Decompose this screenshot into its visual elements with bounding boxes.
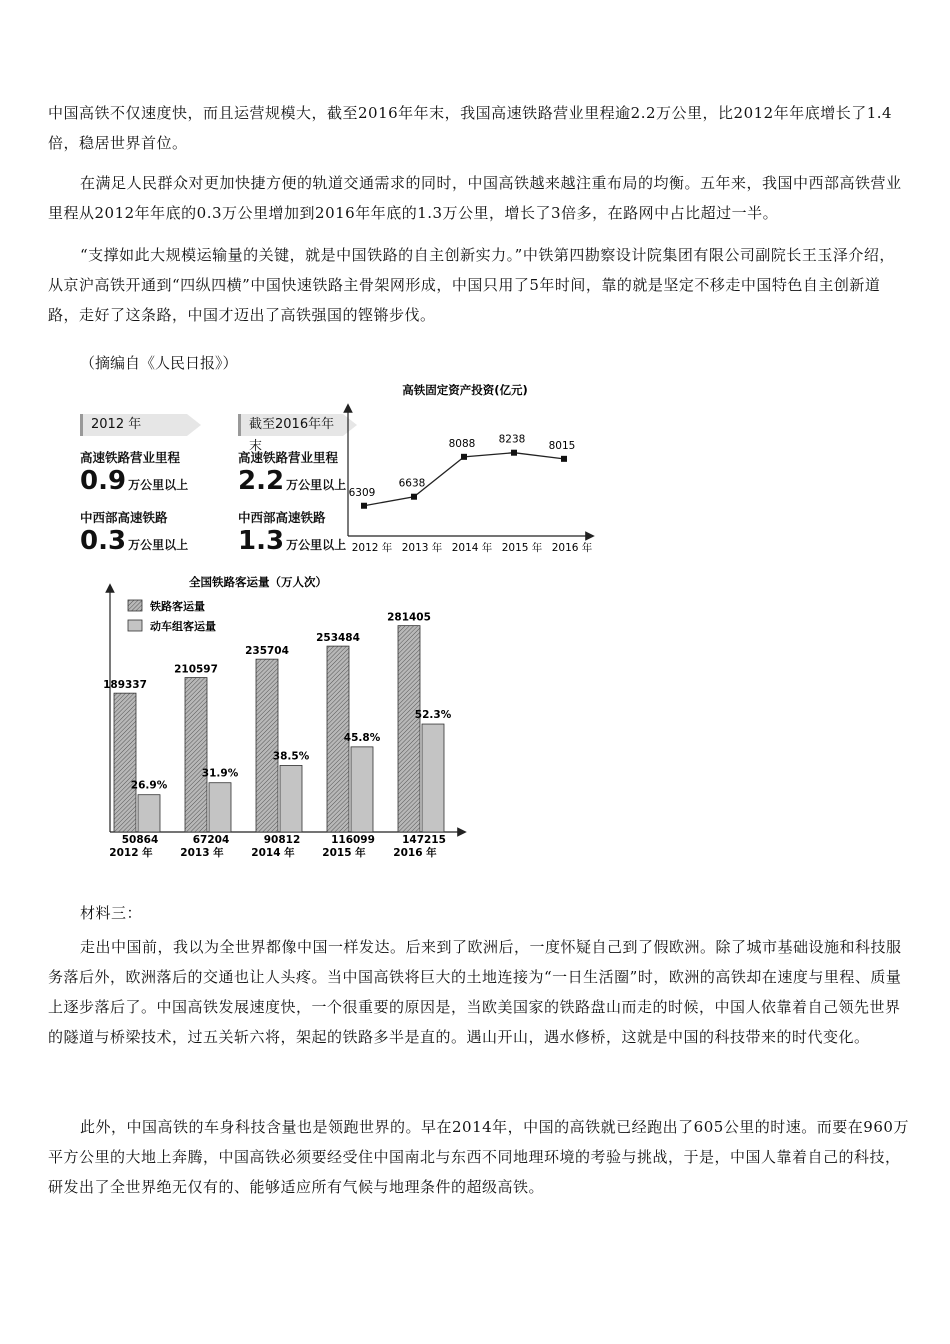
stats-left-tag: 2012 年 xyxy=(80,414,187,436)
line-tick-label: 2015 年 xyxy=(501,542,543,554)
stats-right-tag: 截至2016年年末 xyxy=(238,414,343,436)
line-tick-label: 2012 年 xyxy=(351,542,393,554)
paragraph-2: 在满足人民群众对更加快捷方便的轨道交通需求的同时，中国高铁越来越注重布局的均衡。五年来，我国中西部高铁营业里程从2012年年底的0.3万公里增加到2016年年底的1.3万公里，增长了3倍多，在路网中占比超过一半。 xyxy=(48,174,902,222)
line-point xyxy=(511,450,517,456)
legend-label-railway: 铁路客运量 xyxy=(150,600,205,613)
bar-value-railway: 210597 xyxy=(174,663,218,676)
legend-swatch-emu xyxy=(128,620,142,631)
stats-right-label2: 中西部高速铁路 xyxy=(238,510,326,525)
stats-right-value2: 1.3 万公里以上 xyxy=(238,526,347,556)
bar-tick-label: 2014 年 xyxy=(251,847,295,859)
paragraph-3: “支撑如此大规模运输量的关键，就是中国铁路的自主创新实力。”中铁第四勘察设计院集团有限公司副院长王玉泽介绍，从京沪高铁开通到“四纵四横”中国快速铁路主骨架网形成，中国只用了5年时间，靠的就是坚定不移走中国特色自主创新道路，走好了这条路，中国才迈出了高铁强国的铿锵步伐。 xyxy=(48,246,895,324)
paragraph-1: 中国高铁不仅速度快，而且运营规模大，截至2016年年末，我国高速铁路营业里程逾2.2万公里，比2012年年底增长了1.4倍，稳居世界首位。 xyxy=(48,104,893,152)
line-chart-title: 高铁固定资产投资(亿元) xyxy=(402,383,528,397)
bar-railway xyxy=(256,659,278,832)
line-point xyxy=(561,456,567,462)
line-data-label: 8238 xyxy=(498,433,526,446)
bar-tick-label: 2015 年 xyxy=(322,847,366,859)
source-citation: （摘编自《人民日报》） xyxy=(80,354,238,372)
bar-percent-label: 38.5% xyxy=(272,750,310,763)
line-data-label: 8015 xyxy=(548,439,576,452)
bar-value-railway: 235704 xyxy=(245,645,289,658)
line-tick-label: 2014 年 xyxy=(451,542,493,554)
bar-tick-label: 2016 年 xyxy=(393,847,437,859)
bar-railway xyxy=(114,693,136,832)
stats-right-value1: 2.2 万公里以上 xyxy=(238,466,347,496)
line-data-label: 6309 xyxy=(348,486,376,499)
line-data-label: 8088 xyxy=(448,437,476,450)
bar-chart-title: 全国铁路客运量（万人次） xyxy=(189,575,327,589)
bar-value-emu: 67204 xyxy=(192,834,230,846)
paragraph-5: 此外，中国高铁的车身科技含量也是领跑世界的。早在2014年，中国的高铁就已经跑出了605公里的时速。而要在960万平方公里的大地上奔腾，中国高铁必须要经受住中国南北与东西不同地理环境的考验与挑战，于是，中国人靠着自己的科技，研发出了全世界绝无仅有的、能够适应所有气候与地理条件的超级高铁。 xyxy=(48,1118,909,1196)
bar-emu xyxy=(138,795,160,832)
bar-railway xyxy=(398,626,420,832)
bar-emu xyxy=(351,747,373,832)
bar-percent-label: 52.3% xyxy=(414,709,452,722)
material-3-title: 材料三： xyxy=(80,904,143,922)
passenger-bar-chart xyxy=(100,570,480,862)
bar-value-emu: 50864 xyxy=(121,834,159,846)
line-point xyxy=(361,503,367,509)
bar-tick-label: 2013 年 xyxy=(180,847,224,859)
stats-left xyxy=(80,414,210,564)
bar-value-emu: 116099 xyxy=(331,834,375,846)
bar-percent-label: 26.9% xyxy=(130,779,168,792)
stats-left-label2: 中西部高速铁路 xyxy=(80,510,168,525)
bar-value-railway: 189337 xyxy=(103,679,147,692)
line-tick-label: 2016 年 xyxy=(551,542,593,554)
bar-tick-label: 2012 年 xyxy=(109,847,153,859)
legend-label-emu: 动车组客运量 xyxy=(150,620,216,633)
investment-line-chart xyxy=(340,378,600,560)
bar-railway xyxy=(185,678,207,832)
bar-emu xyxy=(422,724,444,832)
bar-value-emu: 147215 xyxy=(402,834,446,846)
bar-emu xyxy=(280,765,302,832)
line-tick-label: 2013 年 xyxy=(401,542,443,554)
stats-left-value2: 0.3 万公里以上 xyxy=(80,526,189,556)
bar-value-emu: 90812 xyxy=(263,834,301,846)
line-point xyxy=(411,494,417,500)
paragraph-4: 走出中国前，我以为全世界都像中国一样发达。后来到了欧洲后，一度怀疑自己到了假欧洲。除了城市基础设施和科技服务落后外，欧洲落后的交通也让人头疼。当中国高铁将巨大的土地连接为“一日生活圈”时，欧洲的高铁却在速度与里程、质量上逐步落后了。中国高铁发展速度快，一个很重要的原因是，当欧美国家的铁路盘山而走的时候，中国人依靠着自己领先世界的隧道与桥梁技术，过五关斩六将，架起的铁路多半是直的。遇山开山，遇水修桥，这就是中国的科技带来的时代变化。 xyxy=(48,938,902,1046)
stats-left-value1: 0.9 万公里以上 xyxy=(80,466,189,496)
legend-swatch-railway xyxy=(128,600,142,611)
line-series xyxy=(364,453,564,506)
bar-percent-label: 31.9% xyxy=(201,767,239,780)
bar-emu xyxy=(209,783,231,832)
stats-left-label1: 高速铁路营业里程 xyxy=(80,450,181,465)
line-point xyxy=(461,454,467,460)
bar-value-railway: 253484 xyxy=(316,632,360,645)
stats-right-label1: 高速铁路营业里程 xyxy=(238,450,339,465)
bar-value-railway: 281405 xyxy=(387,611,431,624)
bar-percent-label: 45.8% xyxy=(343,731,381,744)
line-data-label: 6638 xyxy=(398,477,426,490)
